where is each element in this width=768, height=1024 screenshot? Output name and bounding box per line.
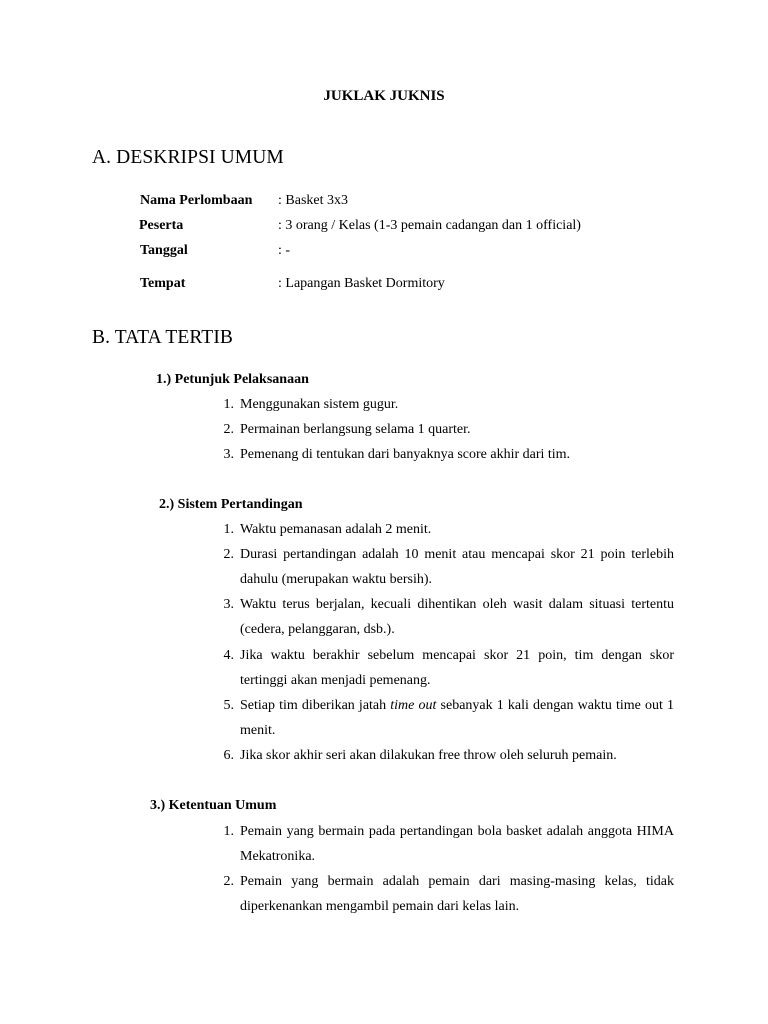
list-item	[212, 592, 674, 642]
list-item-text: Menggunakan sistem gugur.	[240, 397, 399, 412]
info-value-tanggal: : -	[278, 243, 291, 258]
list-item	[212, 542, 674, 592]
list-item-text: Durasi pertandingan adalah 10 menit atau mencapai skor 21 poin terlebih dahulu (merupakan waktu bersih).	[240, 547, 674, 587]
info-label-tempat: Tempat	[140, 276, 186, 291]
list-item-text: Waktu pemanasan adalah 2 menit.	[240, 522, 432, 537]
list-item-number: 1.	[223, 397, 234, 412]
info-label-tanggal: Tanggal	[140, 243, 188, 258]
info-value-peserta: : 3 orang / Kelas (1-3 pemain cadangan dan 1 official)	[278, 218, 581, 233]
list-item-number: 2.	[223, 874, 234, 889]
info-value-nama-perlombaan: : Basket 3x3	[278, 193, 348, 208]
list-item	[212, 517, 674, 542]
list-item-number: 1.	[223, 522, 234, 537]
list-item	[212, 417, 674, 442]
list-item-text: Pemain yang bermain pada pertandingan bola basket adalah anggota HIMA Mekatronika.	[240, 824, 674, 864]
info-label-nama-perlombaan: Nama Perlombaan	[140, 193, 253, 208]
list-item-text	[240, 693, 674, 743]
list-item-number: 4.	[223, 648, 234, 663]
list-item-text-italic: time out	[390, 698, 437, 713]
info-label-peserta: Peserta	[139, 218, 184, 233]
list-item-number: 2.	[223, 422, 234, 437]
sub-heading-sistem-pertandingan: 2.) Sistem Pertandingan	[159, 497, 303, 512]
list-item-number: 3.	[223, 447, 234, 462]
list-item-number: 3.	[223, 597, 234, 612]
section-b-heading: B. TATA TERTIB	[92, 327, 234, 348]
list-item	[212, 442, 674, 467]
list-item-number: 2.	[223, 547, 234, 562]
section-a-heading: A. DESKRIPSI UMUM	[92, 147, 284, 168]
list-item-number: 5.	[223, 698, 234, 713]
list-item-text: Pemain yang bermain adalah pemain dari masing-masing kelas, tidak diperkenankan mengambil pemain dari kelas lain.	[240, 874, 674, 914]
list-item-text: Jika waktu berakhir sebelum mencapai skor 21 poin, tim dengan skor tertinggi akan menjadi pemenang.	[240, 648, 674, 688]
list-item	[212, 693, 674, 743]
sub-heading-ketentuan-umum: 3.) Ketentuan Umum	[150, 798, 277, 813]
list-item-text-after: sebanyak 1 kali dengan waktu time out 1 menit.	[240, 698, 674, 738]
list-item	[212, 743, 674, 768]
list-item	[212, 819, 674, 869]
list-item-number: 6.	[223, 748, 234, 763]
list-item	[212, 643, 674, 693]
info-value-tempat: : Lapangan Basket Dormitory	[278, 276, 445, 291]
list-item-text: Waktu terus berjalan, kecuali dihentikan oleh wasit dalam situasi tertentu (cedera, pelanggaran, dsb.).	[240, 597, 674, 637]
sub-heading-petunjuk-pelaksanaan: 1.) Petunjuk Pelaksanaan	[156, 372, 309, 387]
list-item-text-before: Setiap tim diberikan jatah	[240, 698, 391, 713]
list-item-text: Permainan berlangsung selama 1 quarter.	[240, 422, 471, 437]
document-title: JUKLAK JUKNIS	[323, 88, 445, 104]
list-item	[212, 392, 674, 417]
list-item-number: 1.	[223, 824, 234, 839]
list-item	[212, 869, 674, 919]
list-item-text: Jika skor akhir seri akan dilakukan free throw oleh seluruh pemain.	[240, 748, 617, 763]
list-item-text: Pemenang di tentukan dari banyaknya score akhir dari tim.	[240, 447, 571, 462]
